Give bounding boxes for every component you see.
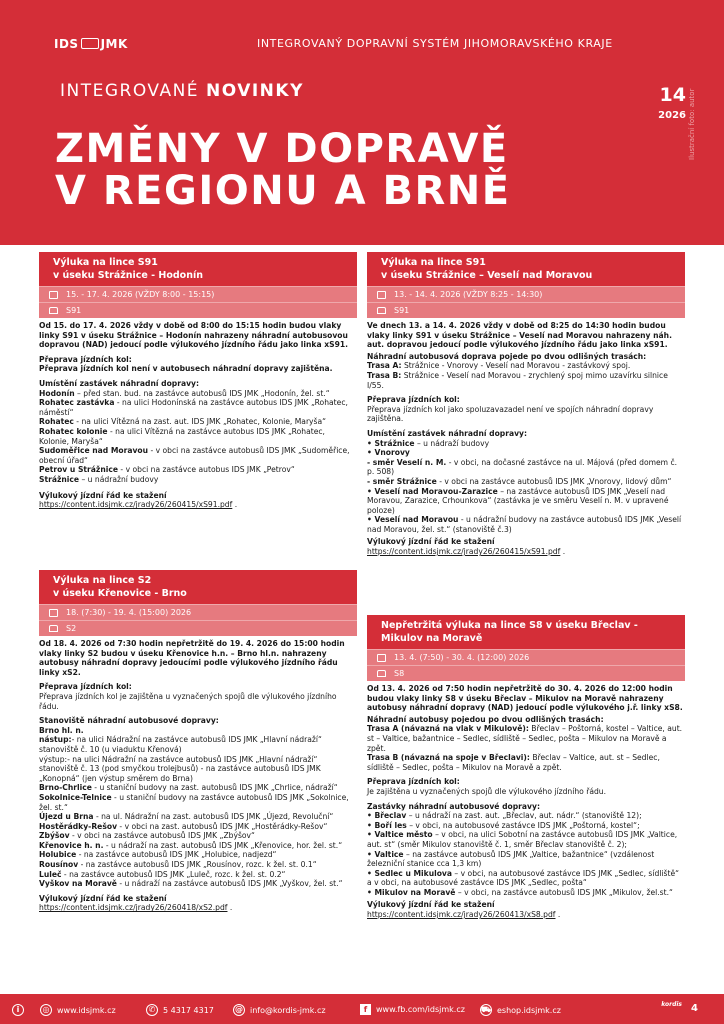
route-item: Trasa A: Strážnice - Vnorovy - Veselí nad Moravou - zastávkový spoj. (367, 361, 631, 371)
footer-bar (0, 994, 724, 1024)
kordis-logo: kordis (661, 1001, 682, 1008)
eshop-link[interactable]: eshop.idsjmk.cz (497, 1005, 561, 1015)
route-item: Trasa B (návazná na spoje v Břeclavi): Břeclav – Valtice, aut. st – Sedlec, sídliště – Sedlec, pošta – Mikulov na Moravě a zpět. (367, 753, 660, 772)
stop-item: Brno-Chrlice - u staniční budovy na zast. autobusů IDS JMK „Chrlice, nádraží“ (39, 783, 338, 793)
stop-item: výstup:- na ulici Nádražní na zastávce autobusů IDS JMK „Hlavní nádraží“ stanoviště č. 13 (pod smyčkou trolejbusů) - na zastávce autobusů IDS JMK „Konopná“ (jen výstup směrem do Brna) (39, 754, 321, 783)
notice-meta: 15. - 17. 4. 2026 (VŽDY 8:00 - 15:15) S91 (39, 286, 357, 318)
notice-meta: 18. (7:30) - 19. 4. (15:00) 2026 S2 (39, 604, 357, 636)
phone-number[interactable]: 5 4317 4317 (163, 1005, 214, 1015)
web-link[interactable]: www.idsjmk.cz (57, 1005, 116, 1015)
notice-title: Výluka na lince S2 v úseku Křenovice - Brno (39, 570, 357, 604)
timetable-link[interactable]: https://content.idsjmk.cz/jrady26/260418/xS2.pdf (39, 903, 228, 913)
stop-item: Rohatec kolonie - na ulici Vítězná na zastávce autobus IDS JMK „Rohatec, Kolonie, Maryša“ (39, 426, 325, 446)
timetable-link[interactable]: https://content.idsjmk.cz/jrady26/260415/xS91.pdf (367, 547, 561, 557)
notice-title: Nepřetržitá výluka na lince S8 v úseku Břeclav - Mikulov na Moravě (367, 615, 685, 649)
notice-meta: 13. 4. (7:50) - 30. 4. (12:00) 2026 S8 (367, 649, 685, 681)
calendar-icon (377, 654, 386, 662)
stop-item: Rousínov - na zastávce autobusů IDS JMK „Rousínov, rozc. k žel. st. 0.1“ (39, 860, 317, 870)
stop-item: - směr Veselí n. M. - v obci, na dočasné zastávce na ul. Májová (před domem č. p. 508) (367, 457, 678, 477)
stop-item: Hostěrádky-Rešov - v obci na zast. autobusů IDS JMK „Hostěrádky-Rešov“ (39, 821, 328, 831)
stop-item: Sokolnice-Telnice - u staniční budovy na zastávce autobusů IDS JMK „Sokolnice, žel. st.“ (39, 792, 349, 812)
page-number: 4 (691, 1003, 698, 1014)
stop-item: nástup:- na ulici Nádražní na zastávce autobusů IDS JMK „Hlavní nádraží“ stanoviště č. 10 (u viaduktu Křenová) (39, 735, 322, 754)
stop-item: • Valtice město – v obci, na ulici Sobotní na zastávce autobusů IDS JMK „Valtice, aut. st“ (směr Mikulov stanoviště č. 1, směr Břeclav stanoviště č. 2); (367, 830, 678, 849)
stop-item: • Strážnice – u nádraží budovy (367, 438, 490, 448)
stop-item: Petrov u Strážnice - v obci na zastávce autobus IDS JMK „Petrov“ (39, 465, 295, 475)
timetable-link[interactable]: https://content.idsjmk.cz/jrady26/260413/xS8.pdf (367, 910, 556, 920)
train-icon (377, 670, 386, 677)
issue-number: 14 2026 (658, 84, 686, 121)
notice-body: Od 13. 4. 2026 od 7:50 hodin nepřetržitě do 30. 4. 2026 do 12:00 hodin budou vlaky linky S8 v úseku Břeclav – Mikulov na Moravě nahrazeny autobusy náhradní dopravy (NAD) jedoucí podle výlukového j.ř. linky xS8. Náhradní autobusy pojedou po dvou odlišných trasách: Trasa A (návazná na vlak v Mikulově): Břeclav – Poštorná, kostel – Valtice, aut. st – Valtice, bažantnice – Sedlec, sídliště – Sedlec, pošta – Mikulov na Moravě a zpět. Trasa B (návazná na spoje v Břeclavi): Břeclav – Valtice, aut. st – Sedlec, sídliště – Sedlec, pošta – Mikulov na Moravě a zpět. Přeprava jízdních kol: Je zajištěna u vyznačených spojů dle výlukového jízdního řádu. Zastávky náhradní autobusové dopravy: • Břeclav – u nádraží na zast. aut. „Břeclav, aut. nádr.“ (stanoviště 12); • Boří les – v obci, na autobusové zastávce IDS JMK „Poštorná, kostel“; • Valtice město – v obci, na ulici Sobotní na zastávce autobusů IDS JMK „Valtice, aut. st“ (směr Mikulov stanoviště č. 1, směr Břeclav stanoviště č. 2); • Valtice – na zastávce autobusů IDS JMK „Valtice, bažantnice“ (vzdálenost železniční stanice cca 1,3 km) • Sedlec u Mikulova – v obci, na autobusové zastávce IDS JMK „Sedlec, sídliště“ a v obci, na autobusové zastávce IDS JMK „Sedlec, pošta“ • Mikulov na Moravě – v obci, na zastávce autobusů IDS JMK „Mikulov, žel.st.“ Výlukový jízdní řád ke stažení https://content.idsjmk.cz/jrady26/260413/xS8.pdf . (367, 681, 685, 920)
train-icon (49, 307, 58, 314)
stop-item: Vyškov na Moravě - u nádraží na zastávce autobusů IDS JMK „Vyškov, žel. st.“ (39, 879, 343, 889)
notice-s91-hodonin (39, 252, 357, 510)
stop-item: • Břeclav – u nádraží na zast. aut. „Břeclav, aut. nádr.“ (stanoviště 12); (367, 811, 642, 821)
stop-item: Újezd u Brna - na ul. Nádražní na zast. autobusů IDS JMK „Újezd, Revoluční“ (39, 812, 334, 822)
newsletter-name: INTEGROVANÉ NOVINKY (60, 81, 304, 101)
stop-item: Rohatec zastávka - na ulici Hodonínská na zastávce autobus IDS JMK „Rohatec, náměstí“ (39, 398, 348, 417)
train-icon (377, 307, 386, 314)
timetable-link[interactable]: https://content.idsjmk.cz/jrady26/260415/xS91.pdf (39, 500, 233, 510)
mail-icon: @ (235, 1005, 243, 1014)
notice-s8-mikulov (367, 615, 685, 920)
stop-item: Luleč - na zastávce autobusů IDS JMK „Luleč, rozc. k žel. st. 0.2“ (39, 869, 286, 879)
stop-item: Zbýšov - v obci na zastávce autobusů IDS JMK „Zbýšov“ (39, 831, 255, 841)
notice-title: Výluka na lince S91 v úseku Strážnice – Veselí nad Moravou (367, 252, 685, 286)
notice-body: Od 18. 4. 2026 od 7:30 hodin nepřetržitě do 19. 4. 2026 do 15:00 hodin vlaky linky S2 budou v úseku Křenovice h.n. – Brno hl.n. nahrazeny autobusy náhradní dopravy jedoucími podle výlukového jízdního řádu linky xS2. Přeprava jízdních kol: Přeprava jízdních kol je zajištěna u vyznačených spojů dle výlukového jízdního řádu. Stanoviště náhradní autobusové dopravy: Brno hl. n. nástup:- na ulici Nádražní na zastávce autobusů IDS JMK „Hlavní nádraží“ stanoviště č. 10 (u viaduktu Křenová) výstup:- na ulici Nádražní na zastávce autobusů IDS JMK „Hlavní nádraží“ stanoviště č. 13 (pod smyčkou trolejbusů) - na zastávce autobusů IDS JMK „Konopná“ (jen výstup směrem do Brna) Brno-Chrlice - u staniční budovy na zast. autobusů IDS JMK „Chrlice, nádraží“ Sokolnice-Telnice - u staniční budovy na zastávce autobusů IDS JMK „Sokolnice, žel. st.“ Újezd u Brna - na ul. Nádražní na zast. autobusů IDS JMK „Újezd, Revoluční“ Hostěrádky-Rešov - v obci na zast. autobusů IDS JMK „Hostěrádky-Rešov“ Zbýšov - v obci na zastávce autobusů IDS JMK „Zbýšov“ Křenovice h. n. - u nádraží na zast. autobusů IDS JMK „Křenovice, hor. žel. st.“ Holubice - na zastávce autobusů IDS JMK „Holubice, nadjezd“ Rousínov - na zastávce autobusů IDS JMK „Rousínov, rozc. k žel. st. 0.1“ Luleč - na zastávce autobusů IDS JMK „Luleč, rozc. k žel. st. 0.2“ Vyškov na Moravě - u nádraží na zastávce autobusů IDS JMK „Vyškov, žel. st.“ Výlukový jízdní řád ke stažení https://content.idsjmk.cz/jrady26/260418/xS2.pdf . (39, 636, 357, 913)
train-icon (49, 625, 58, 632)
notice-title: Výluka na lince S91 v úseku Strážnice - Hodonín (39, 252, 357, 286)
stop-item: Holubice - na zastávce autobusů IDS JMK „Holubice, nadjezd“ (39, 850, 277, 860)
info-icon: i (12, 1004, 24, 1016)
stop-item: • Vnorovy (367, 448, 410, 458)
email-link[interactable]: info@kordis-jmk.cz (250, 1005, 326, 1015)
route-item: Trasa B: Strážnice - Veselí nad Moravou - zrychlený spoj mimo uzavírku silnice I/55. (367, 370, 668, 390)
stop-item: Brno hl. n. (39, 725, 84, 735)
notice-meta: 13. - 14. 4. 2026 (VŽDY 8:25 - 14:30) S91 (367, 286, 685, 318)
bus-icon (81, 38, 99, 49)
notice-body: Ve dnech 13. a 14. 4. 2026 vždy v době od 8:25 do 14:30 hodin budou vlaky linky S91 v úseku Strážnice – Veselí nad Moravou nahrazeny náh. aut. dopravou jedoucí podle výlukového jízdního řádu jako linka xS91. Náhradní autobusová doprava pojede po dvou odlišných trasách: Trasa A: Strážnice - Vnorovy - Veselí nad Moravou - zastávkový spoj. Trasa B: Strážnice - Veselí nad Moravou - zrychlený spoj mimo uzavírku silnice I/55. Přeprava jízdních kol: Přeprava jízdních kol jako spoluzavazadel není ve spojích náhradní dopravy zajištěna. Umístění zastávek náhradní dopravy: • Strážnice – u nádraží budovy • Vnorovy - směr Veselí n. M. - v obci, na dočasné zastávce na ul. Májová (před domem č. p. 508) - směr Strážnice - v obci na zastávce autobusů IDS JMK „Vnorovy, lidový dům“ • Veselí nad Moravou-Zarazice – na zastávce autobusů IDS JMK „Veselí nad Moravou, Zarazice, Crhounkova“ (zastávka je ve směru Veselí n. M. v upravené poloze) • Veselí nad Moravou - u nádražní budovy na zastávce autobusů IDS JMK „Veselí nad Moravou, žel. st.“ (stanoviště č.3) Výlukový jízdní řád ke stažení https://content.idsjmk.cz/jrady26/260415/xS91.pdf . (367, 318, 685, 557)
stop-item: Sudoměřice nad Moravou - v obci na zastávce autobusů IDS JMK „Sudoměřice, obecní úřad“ (39, 446, 350, 465)
calendar-icon (49, 291, 58, 299)
notice-s91-veseli (367, 252, 685, 557)
phone-icon: ✆ (146, 1004, 158, 1016)
stop-item: Křenovice h. n. - u nádraží na zast. autobusů IDS JMK „Křenovice, hor. žel. st.“ (39, 840, 343, 850)
stop-item: • Valtice – na zastávce autobusů IDS JMK „Valtice, bažantnice“ (vzdálenost železniční stanice cca 1,3 km) (367, 849, 655, 869)
page-title: ZMĚNY V DOPRAVĚ V REGIONU A BRNĚ (55, 126, 511, 214)
stop-item: • Mikulov na Moravě – v obci, na zastávce autobusů IDS JMK „Mikulov, žel.st.“ (367, 887, 673, 897)
calendar-icon (49, 609, 58, 617)
stop-item: Hodonín – před stan. bud. na zastávce autobusů IDS JMK „Hodonín, žel. st.“ (39, 388, 330, 398)
header-banner (0, 0, 724, 245)
stop-item: • Boří les – v obci, na autobusové zastávce IDS JMK „Poštorná, kostel“; (367, 820, 640, 830)
facebook-link[interactable]: www.fb.com/idsjmk.cz (376, 1005, 465, 1014)
notice-body: Od 15. do 17. 4. 2026 vždy v době od 8:00 do 15:15 hodin budou vlaky linky S91 v úseku Strážnice – Hodonín nahrazeny náhradní autobusovou dopravou (NAD) jedoucí podle výlukového jízdního řádu jako linka xS91. Přeprava jízdních kol: Přeprava jízdních kol není v autobusech náhradní dopravy zajištěna. Umístění zastávek náhradní dopravy: Hodonín – před stan. bud. na zastávce autobusů IDS JMK „Hodonín, žel. st.“ Rohatec zastávka - na ulici Hodonínská na zastávce autobus IDS JMK „Rohatec, náměstí“ Rohatec - na ulici Vítězná na zast. aut. IDS JMK „Rohatec, Kolonie, Maryša“ Rohatec kolonie - na ulici Vítězná na zastávce autobus IDS JMK „Rohatec, Kolonie, Maryša“ Sudoměřice nad Moravou - v obci na zastávce autobusů IDS JMK „Sudoměřice, obecní úřad“ Petrov u Strážnice - v obci na zastávce autobus IDS JMK „Petrov“ Strážnice – u nádražní budovy Výlukový jízdní řád ke stažení https://content.idsjmk.cz/jrady26/260415/xS91.pdf . (39, 318, 357, 510)
globe-icon: ◎ (40, 1004, 52, 1016)
stop-item: • Veselí nad Moravou - u nádražní budovy na zastávce autobusů IDS JMK „Veselí nad Moravou, žel. st.“ (stanoviště č.3) (367, 515, 682, 534)
facebook-icon: f (360, 1004, 371, 1015)
ids-jmk-logo: IDS JMK (54, 37, 128, 51)
notice-s2-brno (39, 570, 357, 913)
route-item: Trasa A (návazná na vlak v Mikulově): Břeclav – Poštorná, kostel – Valtice, aut. st – Valtice, bažantnice – Sedlec, sídliště – Sedlec, pošta – Mikulov na Moravě a zpět. (367, 724, 683, 753)
stop-item: Strážnice – u nádražní budovy (39, 474, 159, 484)
stop-item: • Sedlec u Mikulova – v obci, na autobusové zastávce IDS JMK „Sedlec, sídliště“ a v obci, na autobusové zastávce IDS JMK „Sedlec, pošta“ (367, 868, 680, 888)
photo-credit: Ilustrační foto: autor (688, 88, 696, 160)
stop-item: Rohatec - na ulici Vítězná na zast. aut. IDS JMK „Rohatec, Kolonie, Maryša“ (39, 417, 327, 427)
stop-item: • Veselí nad Moravou-Zarazice – na zastávce autobusů IDS JMK „Veselí nad Moravou, Zarazice, Crhounkova“ (zastávka je ve směru Veselí n. M. v upravené poloze) (367, 486, 669, 515)
system-name: INTEGROVANÝ DOPRAVNÍ SYSTÉM JIHOMORAVSKÉHO KRAJE (257, 37, 613, 50)
calendar-icon (377, 291, 386, 299)
cart-icon: ⛟ (481, 1005, 492, 1014)
stop-item: - směr Strážnice - v obci na zastávce autobusů IDS JMK „Vnorovy, lidový dům“ (367, 476, 672, 486)
